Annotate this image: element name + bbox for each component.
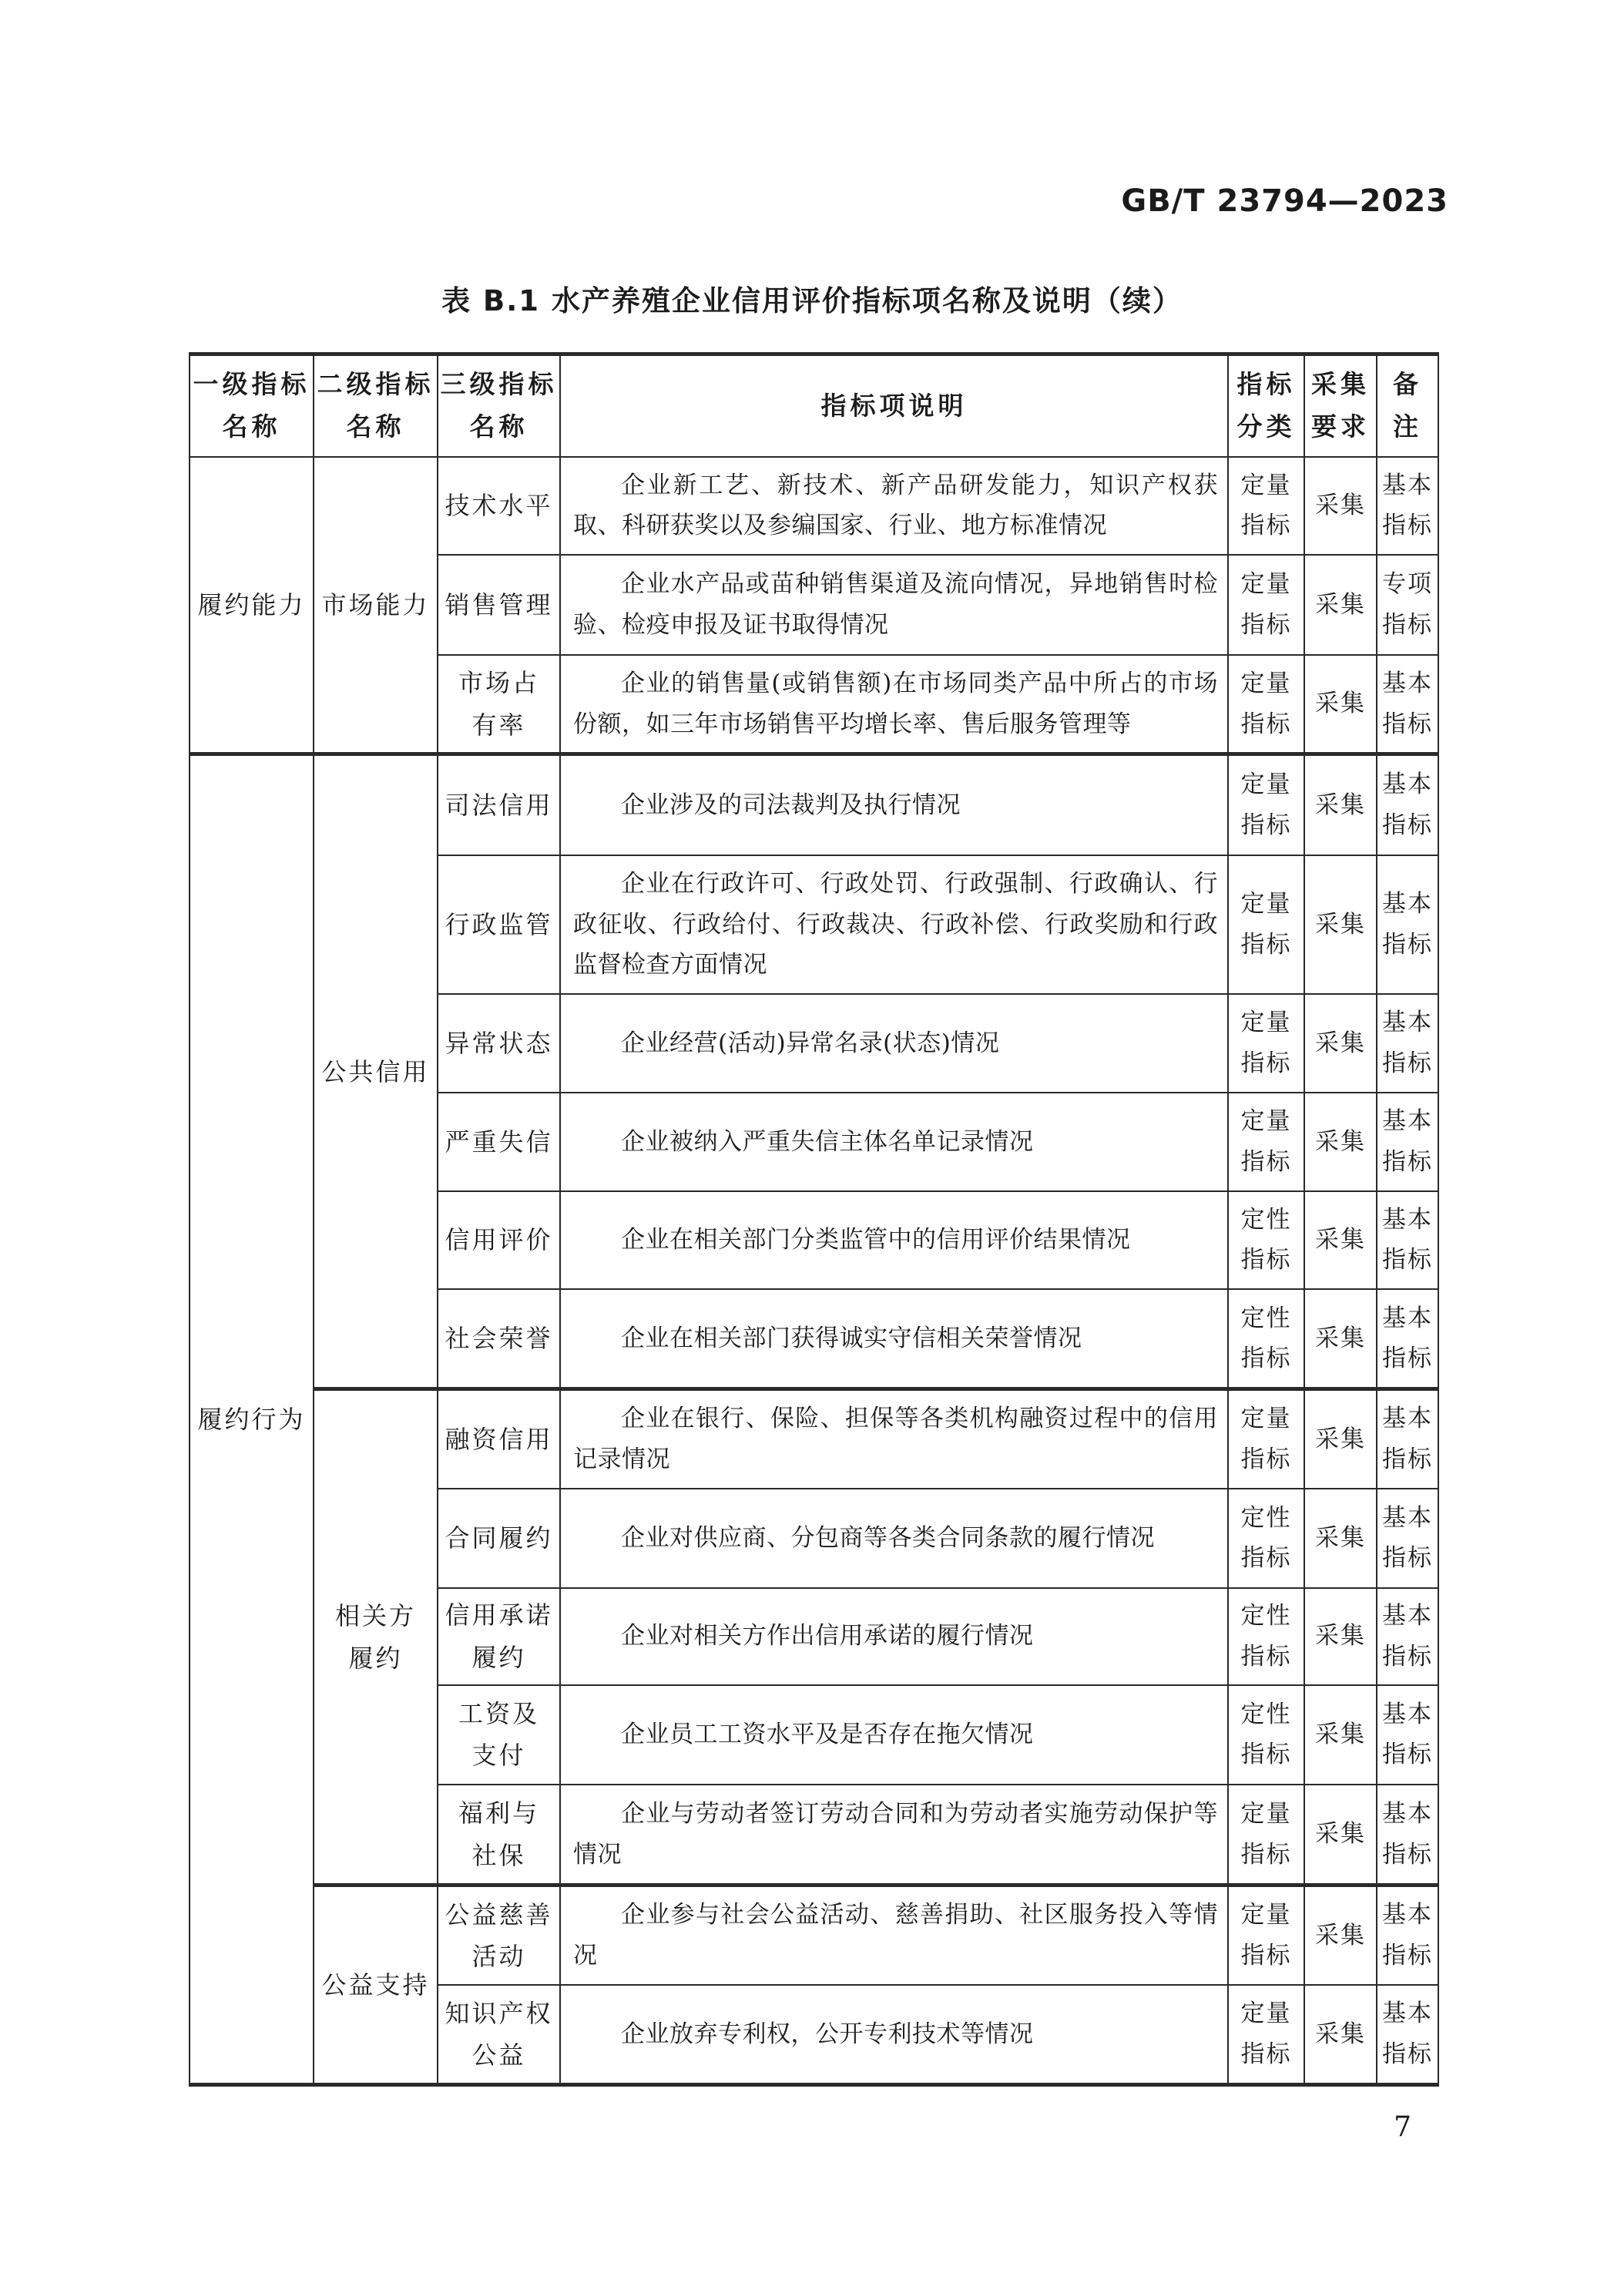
text-line: 一级指标 [193, 369, 310, 400]
cell-description [560, 1289, 1228, 1389]
text-line: 指标 [1236, 369, 1296, 400]
text-line: 履约 [471, 1642, 526, 1672]
text-line: 指标项说明 [820, 390, 968, 421]
cell-l3-name [438, 855, 560, 994]
cell-l3-name [438, 1886, 560, 1985]
table-header [190, 354, 1438, 457]
description-text: 企业在相关部门获得诚实守信相关荣誉情况 [621, 1324, 1082, 1352]
text-line: 知识产权 [445, 1998, 553, 2028]
text-line: 公益 [471, 2040, 526, 2070]
cell-l3-name [438, 1289, 560, 1389]
column-header [190, 354, 314, 457]
cell-note: 基本指标 [1377, 1389, 1438, 1489]
text-line: 严重失信 [445, 1127, 553, 1157]
cell-l3-name [438, 655, 560, 754]
description-text: 企业参与社会公益活动、慈善捐助、社区服务投入等情况 [573, 1901, 1218, 1969]
cell-l3-name [438, 1985, 560, 2085]
cell-description [560, 555, 1228, 655]
column-header [438, 354, 560, 457]
text-line: 信用承诺 [445, 1600, 553, 1630]
text-line: 合同履约 [445, 1523, 553, 1553]
cell-collection-req: 采集 [1304, 1785, 1377, 1886]
text-line: 市场占 [458, 668, 539, 698]
description-text: 企业被纳入严重失信主体名单记录情况 [621, 1127, 1034, 1156]
cell-collection-req: 采集 [1304, 754, 1377, 855]
column-header [1228, 354, 1304, 457]
cell-indicator-class: 定量指标 [1228, 855, 1304, 994]
cell-note: 基本指标 [1377, 1489, 1438, 1588]
text-line: 市场能力 [321, 589, 430, 620]
cell-indicator-class: 定性指标 [1228, 1489, 1304, 1588]
cell-l3-name [438, 994, 560, 1093]
text-line: 信用评价 [445, 1225, 553, 1255]
description-text: 企业在行政许可、行政处罚、行政强制、行政确认、行政征收、行政给付、行政裁决、行政补偿、行政奖励和行政监督检查方面情况 [573, 869, 1218, 979]
description-text: 企业新工艺、新技术、新产品研发能力，知识产权获取、科研获奖以及参编国家、行业、地方标准情况 [573, 471, 1218, 540]
cell-indicator-class: 定量指标 [1228, 994, 1304, 1093]
text-line: 名称 [346, 411, 405, 442]
cell-note: 基本指标 [1377, 754, 1438, 855]
cell-l3-name [438, 1093, 560, 1191]
text-line: 销售管理 [445, 589, 553, 620]
text-line: 公共信用 [321, 1056, 430, 1086]
cell-description [560, 855, 1228, 994]
table-row [190, 457, 1438, 555]
cell-description [560, 1685, 1228, 1785]
cell-l3-name [438, 1389, 560, 1489]
cell-collection-req: 采集 [1304, 1985, 1377, 2085]
text-line: 活动 [471, 1942, 526, 1971]
cell-indicator-class: 定量指标 [1228, 1785, 1304, 1886]
text-line: 采集 [1311, 369, 1370, 400]
text-line: 二级指标 [317, 369, 435, 400]
cell-indicator-class: 定量指标 [1228, 555, 1304, 655]
column-header [560, 354, 1228, 457]
cell-l3-name [438, 1588, 560, 1685]
cell-note: 基本指标 [1377, 1588, 1438, 1685]
cell-note: 基本指标 [1377, 1985, 1438, 2085]
document-number: GB/T 23794—2023 [1121, 183, 1448, 219]
cell-note: 基本指标 [1377, 1191, 1438, 1289]
cell-l1-group: 履约能力 [190, 457, 314, 754]
table-body [190, 457, 1438, 2085]
text-line: 名称 [222, 411, 281, 442]
cell-description [560, 1389, 1228, 1489]
cell-collection-req: 采集 [1304, 555, 1377, 655]
cell-l2-group [314, 754, 438, 1389]
text-line: 要求 [1311, 411, 1370, 442]
text-line: 备注 [1393, 369, 1422, 442]
text-line: 融资信用 [445, 1424, 553, 1454]
column-header [1304, 354, 1377, 457]
text-line: 福利与 [458, 1798, 539, 1828]
cell-collection-req: 采集 [1304, 1191, 1377, 1289]
cell-note: 基本指标 [1377, 1289, 1438, 1389]
cell-indicator-class: 定性指标 [1228, 1685, 1304, 1785]
text-line: 分类 [1236, 411, 1296, 442]
cell-indicator-class: 定量指标 [1228, 1389, 1304, 1489]
text-line: 行政监管 [445, 909, 553, 939]
cell-indicator-class: 定量指标 [1228, 754, 1304, 855]
cell-l1-group: 履约行为 [190, 754, 314, 2085]
cell-description [560, 1588, 1228, 1685]
cell-l3-name [438, 1785, 560, 1886]
header-row [190, 354, 1438, 457]
description-text: 企业对相关方作出信用承诺的履行情况 [621, 1622, 1034, 1650]
cell-l3-name [438, 1191, 560, 1289]
cell-collection-req: 采集 [1304, 1588, 1377, 1685]
table-row [190, 1886, 1438, 1985]
cell-indicator-class: 定性指标 [1228, 1289, 1304, 1389]
cell-l2-group [314, 1886, 438, 2085]
description-text: 企业的销售量(或销售额)在市场同类产品中所占的市场份额，如三年市场销售平均增长率、售后服务管理等 [573, 669, 1218, 738]
description-text: 企业涉及的司法裁判及执行情况 [621, 791, 961, 819]
cell-note: 基本指标 [1377, 1685, 1438, 1785]
cell-l2-group [314, 457, 438, 754]
cell-description [560, 1093, 1228, 1191]
cell-l3-name [438, 457, 560, 555]
cell-collection-req: 采集 [1304, 655, 1377, 754]
text-line: 工资及 [458, 1698, 539, 1728]
cell-note: 基本指标 [1377, 457, 1438, 555]
column-header [1377, 354, 1438, 457]
text-line: 社会荣誉 [445, 1323, 553, 1353]
cell-collection-req: 采集 [1304, 457, 1377, 555]
cell-description [560, 457, 1228, 555]
cell-indicator-class: 定性指标 [1228, 1191, 1304, 1289]
cell-collection-req: 采集 [1304, 1093, 1377, 1191]
table-row [190, 754, 1438, 855]
cell-note: 基本指标 [1377, 994, 1438, 1093]
cell-l3-name [438, 1489, 560, 1588]
text-line: 支付 [471, 1741, 526, 1771]
cell-collection-req: 采集 [1304, 1685, 1377, 1785]
cell-collection-req: 采集 [1304, 1489, 1377, 1588]
cell-note: 基本指标 [1377, 1785, 1438, 1886]
page-number: 7 [1394, 2111, 1411, 2143]
cell-description [560, 994, 1228, 1093]
cell-indicator-class: 定量指标 [1228, 457, 1304, 555]
cell-indicator-class: 定性指标 [1228, 1588, 1304, 1685]
cell-note: 基本指标 [1377, 655, 1438, 754]
cell-collection-req: 采集 [1304, 1886, 1377, 1985]
text-line: 名称 [469, 411, 528, 442]
cell-description [560, 655, 1228, 754]
description-text: 企业水产品或苗种销售渠道及流向情况，异地销售时检验、检疫申报及证书取得情况 [573, 570, 1218, 639]
cell-l3-name [438, 1685, 560, 1785]
cell-note: 专项指标 [1377, 555, 1438, 655]
cell-note: 基本指标 [1377, 1886, 1438, 1985]
cell-indicator-class: 定量指标 [1228, 1985, 1304, 2085]
cell-collection-req: 采集 [1304, 1289, 1377, 1389]
description-text: 企业在相关部门分类监管中的信用评价结果情况 [621, 1226, 1131, 1254]
cell-description [560, 1489, 1228, 1588]
description-text: 企业与劳动者签订劳动合同和为劳动者实施劳动保护等情况 [573, 1799, 1218, 1869]
cell-l3-name [438, 555, 560, 655]
cell-description [560, 1191, 1228, 1289]
cell-l2-group [314, 1389, 438, 1886]
cell-note: 基本指标 [1377, 855, 1438, 994]
cell-l3-name [438, 754, 560, 855]
cell-description [560, 1985, 1228, 2085]
description-text: 企业经营(活动)异常名录(状态)情况 [621, 1029, 1000, 1057]
cell-indicator-class: 定量指标 [1228, 1093, 1304, 1191]
text-line: 异常状态 [445, 1028, 553, 1058]
cell-collection-req: 采集 [1304, 1389, 1377, 1489]
column-header [314, 354, 438, 457]
cell-collection-req: 采集 [1304, 994, 1377, 1093]
text-line: 有率 [471, 710, 526, 740]
cell-description [560, 754, 1228, 855]
cell-note: 基本指标 [1377, 1093, 1438, 1191]
cell-indicator-class: 定量指标 [1228, 1886, 1304, 1985]
cell-description [560, 1886, 1228, 1985]
text-line: 技术水平 [445, 490, 553, 520]
text-line: 三级指标 [440, 369, 558, 400]
text-line: 相关方 [334, 1601, 416, 1631]
cell-description [560, 1785, 1228, 1886]
table-title: 表 B.1 水产养殖企业信用评价指标项名称及说明（续） [441, 284, 1183, 317]
table-row [190, 1389, 1438, 1489]
cell-indicator-class: 定量指标 [1228, 655, 1304, 754]
cell-collection-req: 采集 [1304, 855, 1377, 994]
description-text: 企业在银行、保险、担保等各类机构融资过程中的信用记录情况 [573, 1405, 1218, 1474]
text-line: 社保 [471, 1840, 526, 1870]
indicator-table [189, 352, 1439, 2087]
text-line: 公益慈善 [445, 1899, 553, 1929]
text-line: 履约 [348, 1643, 403, 1673]
description-text: 企业对供应商、分包商等各类合同条款的履行情况 [621, 1523, 1155, 1552]
text-line: 司法信用 [445, 790, 553, 820]
text-line: 公益支持 [321, 1970, 430, 2000]
description-text: 企业放弃专利权，公开专利技术等情况 [621, 2020, 1034, 2048]
description-text: 企业员工工资水平及是否存在拖欠情况 [621, 1720, 1034, 1748]
